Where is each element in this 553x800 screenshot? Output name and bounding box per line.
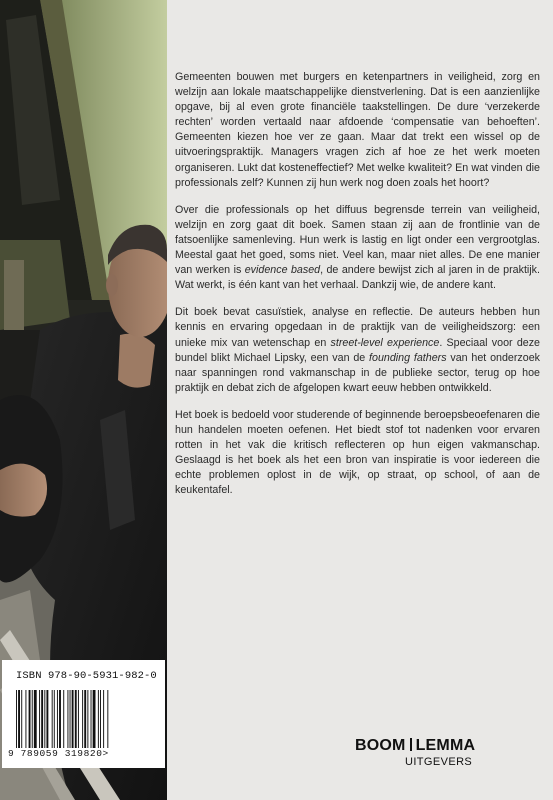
barcode-digits [8,748,109,759]
blurb-text [175,70,540,498]
barcode-stripe [67,690,68,748]
barcode-stripe [84,690,86,748]
paragraph [175,70,540,191]
publisher-name-left: BOOM [355,737,406,754]
barcode-stripe [34,690,37,748]
barcode-box [2,660,165,768]
barcode-guard: > [102,748,109,759]
barcode-stripe [32,690,33,748]
paragraph [175,408,540,499]
barcode-stripe [41,690,43,748]
barcode-stripe [93,690,96,748]
barcode-stripe [59,690,61,748]
barcode-stripe [18,690,20,748]
italic-phrase: evidence based [244,264,321,277]
barcode-stripe [44,690,45,748]
text-run: , de andere bewijst zich al jaren in de praktijk. Wat werkt, is één kant van het verhaal. Dankzij wie, de andere kant. [175,264,540,292]
barcode-stripe [82,690,83,748]
paragraph [175,305,540,396]
italic-phrase: street-level experience [330,336,440,349]
barcode-stripe [91,690,92,748]
text-run: van het onderzoek naar spanningen rond vakmanschap in de publieke sector, terug op hoe praktijk en debat zich de afgelopen kwart eeuw hebben ontwikkeld. [175,351,540,394]
barcode-stripe [29,690,31,748]
barcode-stripe [21,690,22,748]
barcode-bars [14,690,154,748]
barcode-stripe [16,690,17,748]
barcode-stripe [57,690,58,748]
publisher-name [355,737,495,755]
publisher-logo [355,737,495,768]
text-run: Het boek is bedoeld voor studerende of beginnende beroepsbeoefenaren die hun handelen moeten oefenen. Het biedt stof tot nadenken voor ervaren rotten in het vak die kritisch reflecteren op hun eigen vakmanschap. Geslaagd is het boek als het een bron van inspiratie is voor iedereen die echte problemen oplost in de wijk, op straat, op school, of aan de keukentafel. [175,408,540,497]
barcode-stripe [72,690,74,748]
text-run: Gemeenten bouwen met burgers en ketenpartners in veiligheid, zorg en welzijn aan lokale maatschappelijke dienstverlening. Dat is een aanzienlijke opgave, bij al even grote financiële taakstellingen. De dure ‘verzekerde rechten’ worden vertaald naar afdoende ‘compensatie van behoeften’. Gemeenten kiezen hoe ver ze gaan. Maar dat trekt een wissel op de uitvoeringspraktijk. Managers vragen zich af hoe ze het werk moeten organiseren. Lukt dat kosteneffectief? Met welke kwaliteit? En wat vinden die professionals zelf? Kunnen zij hun werk nog doen zoals het hoort? [175,71,540,189]
paragraph [175,203,540,294]
barcode-stripe [63,690,64,748]
publisher-subtitle: UITGEVERS [405,756,473,768]
text-run: Over die professionals op het diffuus begrensde terrein van veiligheid, welzijn en zorg gaat dit boek. Samen staan zij aan de frontlinie van de fatsoenlijke samenleving. Hun werk is lastig en ligt onder een vergrootglas. Meestal gaat het goed, soms niet. Veel kan, maar niet alles. De ene manier van werken is [175,203,540,277]
barcode-stripe [87,690,88,748]
barcode-stripe [46,690,48,748]
barcode-stripe [103,690,104,748]
barcode-stripe [98,690,99,748]
italic-phrase: founding fathers [369,351,447,364]
barcode-stripe [52,690,53,748]
isbn-label: ISBN 978-90-5931-982-0 [16,670,157,682]
publisher-name-right: LEMMA [415,737,476,754]
barcode-stripe [78,690,79,748]
text-area [167,0,553,800]
barcode-stripe [107,690,108,748]
barcode-stripe [100,690,101,748]
text-run: Dit boek bevat casuïstiek, analyse en reflectie. De auteurs hebben hun kennis en ervaring opgedaan in de praktijk van de veiligheidszorg: een unieke mix van wetenschap en [175,306,540,349]
barcode-stripe [70,690,71,748]
barcode-stripe [75,690,77,748]
logo-divider [410,738,412,751]
barcode-stripe [25,690,26,748]
text-run: . Speciaal voor deze bundel blikt Michael Lipsky, een van de [175,336,541,364]
barcode-number: 9 789059 319820 [8,748,103,759]
barcode-stripe [54,690,55,748]
barcode-stripe [39,690,40,748]
